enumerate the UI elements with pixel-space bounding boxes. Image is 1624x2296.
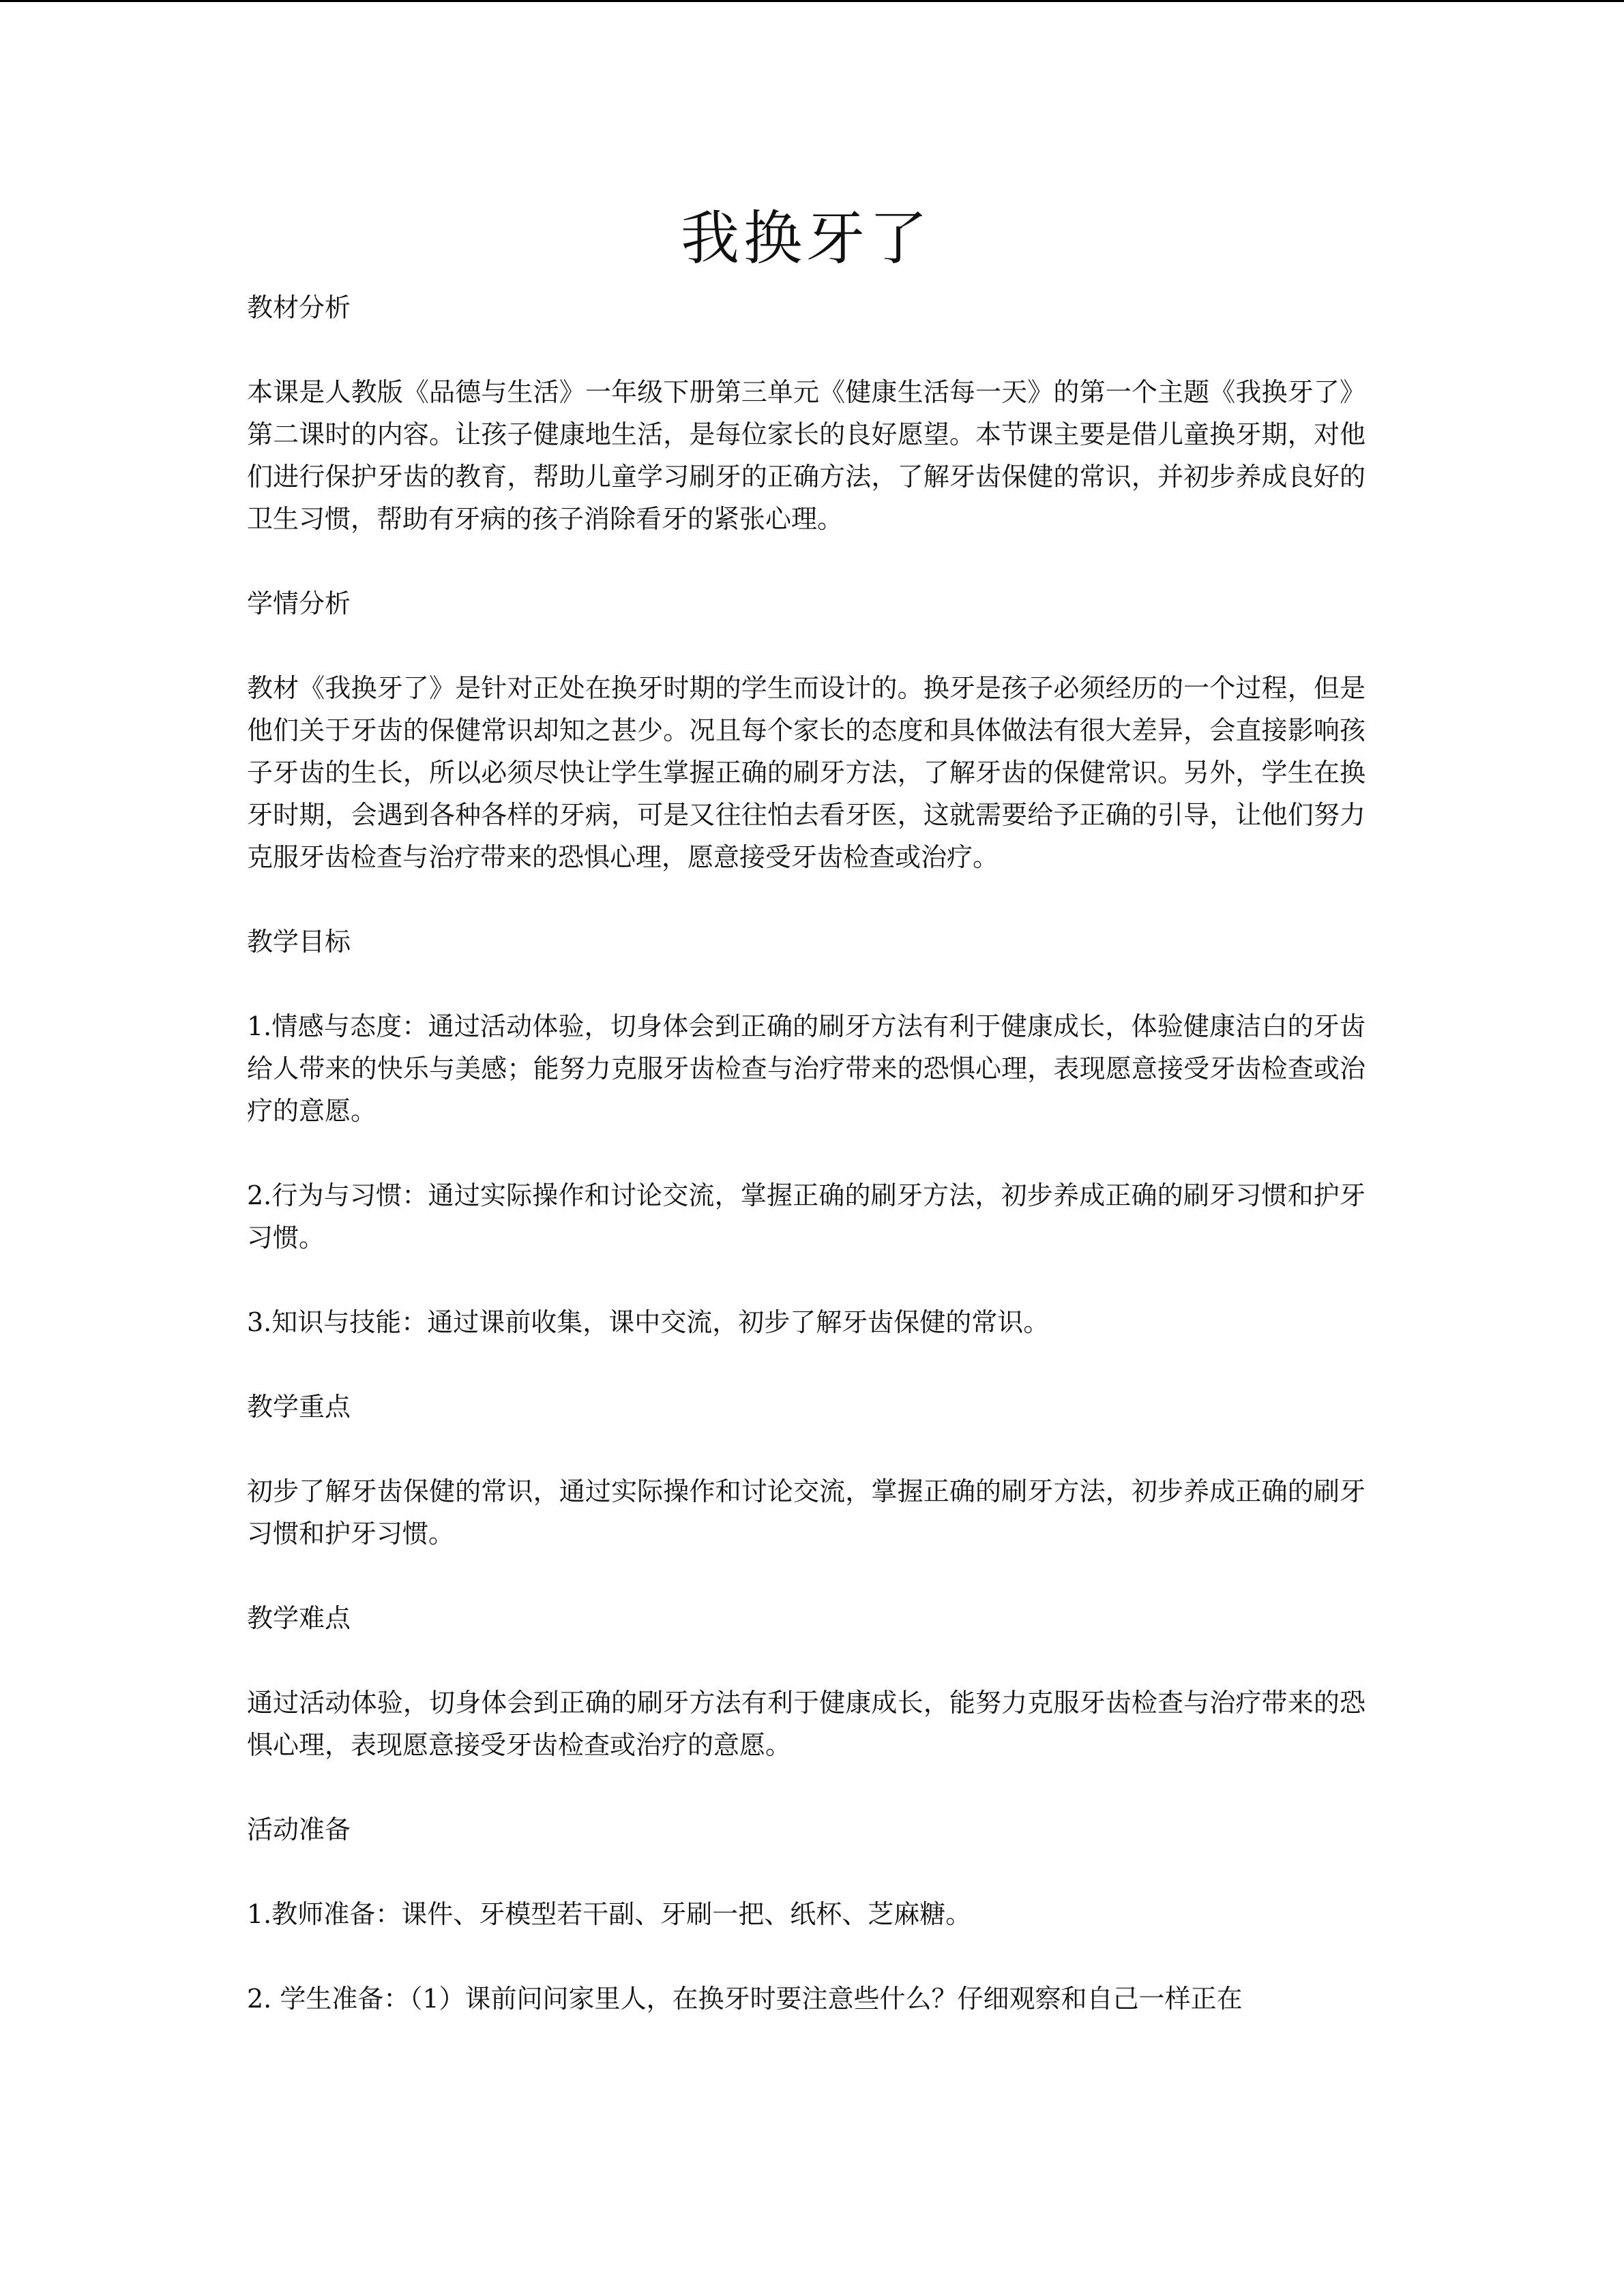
preparation-item: 2. 学生准备：（1）课前问问家里人，在换牙时要注意些什么？仔细观察和自己一样正在 — [247, 1984, 1243, 2014]
heading-key-points: 教学重点 — [247, 1392, 351, 1422]
paragraph-difficulties: 通过活动体验，切身体会到正确的刷牙方法有利于健康成长，能努力克服牙齿检查与治疗带来的恐惧心理，表现愿意接受牙齿检查或治疗的意愿。 — [247, 1688, 1365, 1760]
goal-item: 1.情感与态度：通过活动体验，切身体会到正确的刷牙方法有利于健康成长，体验健康洁白的牙齿给人带来的快乐与美感；能努力克服牙齿检查与治疗带来的恐惧心理，表现愿意接受牙齿检查或治疗的意愿。 — [247, 1011, 1365, 1126]
preparation-item: 1.教师准备：课件、牙模型若干副、牙刷一把、纸杯、芝麻糖。 — [247, 1899, 972, 1929]
paragraph-key-points: 初步了解牙齿保健的常识，通过实际操作和讨论交流，掌握正确的刷牙方法，初步养成正确的刷牙习惯和护牙习惯。 — [247, 1476, 1365, 1549]
goal-item: 3.知识与技能：通过课前收集，课中交流，初步了解牙齿保健的常识。 — [247, 1307, 1050, 1337]
paragraph-material-analysis: 本课是人教版《品德与生活》一年级下册第三单元《健康生活每一天》的第一个主题《我换牙了》第二课时的内容。让孩子健康地生活，是每位家长的良好愿望。本节课主要是借儿童换牙期，对他们进行保护牙齿的教育，帮助儿童学习刷牙的正确方法，了解牙齿保健的常识，并初步养成良好的卫生习惯，帮助有牙病的孩子消除看牙的紧张心理。 — [247, 377, 1365, 534]
heading-material-analysis: 教材分析 — [247, 293, 351, 323]
goal-item: 2.行为与习惯：通过实际操作和讨论交流，掌握正确的刷牙方法，初步养成正确的刷牙习惯和护牙习惯。 — [247, 1180, 1365, 1253]
page-top-border — [0, 0, 1624, 2]
heading-difficulties: 教学难点 — [247, 1603, 351, 1633]
heading-student-analysis: 学情分析 — [247, 588, 351, 618]
document-title: 我换牙了 — [681, 205, 932, 273]
heading-preparation: 活动准备 — [247, 1815, 351, 1845]
heading-teaching-goals: 教学目标 — [247, 927, 351, 957]
document-body — [247, 198, 1365, 2020]
paragraph-student-analysis: 教材《我换牙了》是针对正处在换牙时期的学生而设计的。换牙是孩子必须经历的一个过程，但是他们关于牙齿的保健常识却知之甚少。况且每个家长的态度和具体做法有很大差异，会直接影响孩子牙齿的生长，所以必须尽快让学生掌握正确的刷牙方法，了解牙齿的保健常识。另外，学生在换牙时期，会遇到各种各样的牙病，可是又往往怕去看牙医，这就需要给予正确的引导，让他们努力克服牙齿检查与治疗带来的恐惧心理，愿意接受牙齿检查或治疗。 — [247, 673, 1365, 872]
